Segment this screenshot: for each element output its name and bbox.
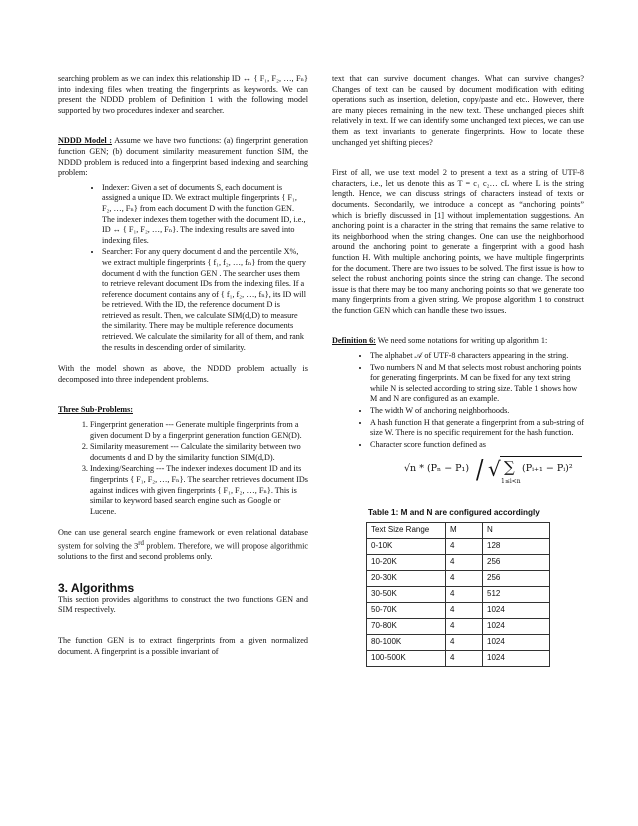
right-column (332, 74, 584, 667)
model-paragraph (58, 136, 308, 178)
model-text: Assume we have two functions: (a) fingerprint generation function GEN; (b) document similarity measurement function SIM, the NDDD problem is reduced into a fingerprint based indexing and searching problem: (58, 136, 308, 178)
anchoring-paragraph: First of all, we use text model 2 to present a text as a string of UTF-8 characters, i.e., let us denote this as T = c₁ c₂… cL where L is the string length. Hence, we can discuss strings of characters instead of texts or documents. Secondarily, we introduce a concept as “anchoring points” which is briefly discussed in [1] without implementation suggestions. An anchoring point is a character in the string that remains the same relative to its neighborhood when the string changes. One can use the neighborhood around the anchoring point to generate a fingerprint with a good hash function H. With multiple anchoring points, we have multiple fingerprints for the document. There are two issues to be solved. The first issue is how to select the robust anchoring points since the string can change. The second issue is that there may be too many anchoring points so that we generate too many fingerprints from a given string. We propose algorithm 1 to construct the function GEN which can handle these two issues. (332, 168, 584, 315)
decomposed-paragraph: With the model shown as above, the NDDD problem actually is decomposed into three independent problems. (58, 364, 308, 384)
left-column (58, 74, 308, 657)
list-item: 3. Indexing/Searching --- The indexer indexes document ID and its fingerprints { F₁, F₂, …, Fₙ}. The searcher retrieves document IDs against indices with given fingerprints { F₁, F₂, …, Fₙ}. This is similar to keyword based search engine such as Google or Lucene. (90, 464, 308, 517)
procedure-list (58, 183, 308, 354)
formula-sum-range: 1≤i<n (501, 478, 521, 486)
general-paragraph: One can use general search engine framework or even relational database system for solving the 3rd problem. Therefore, we will propose algorithmic solutions to the first and second problems only. (58, 528, 309, 562)
section-title: 3. Algorithms (58, 580, 135, 595)
section-text: This section provides algorithms to construct the two functions GEN and SIM respectively. (58, 594, 308, 615)
sub-problems-list (58, 420, 308, 517)
table-row: 70-80K 4 1024 (367, 619, 550, 635)
list-item: • Two numbers N and M that selects most robust anchoring points for generating fingerprints. M can be fixed for any text string while N is selected according to string size. Table 1 shows how M and N are configured as an example. (370, 363, 584, 405)
model-heading: NDDD Model : (58, 136, 113, 146)
invariant-paragraph: text that can survive document changes. What can survive changes? Changes of text can be caused by document modification with editing operations such as insertion, deletion, copy/paste and etc.. However, there are many pieces remaining in the new text. These unchanged pieces shift relatively in text. If we can identify some unchanged text pieces, we can use them as text invariants to generate fingerprints. How to locate these unchanged yet shifting pieces? (332, 74, 584, 147)
table-header-cell: Text Size Range (367, 523, 446, 539)
definition-heading: Definition 6: (332, 336, 376, 346)
list-item: • The alphabet 𝒜 of UTF-8 characters appearing in the string. (370, 351, 584, 362)
table-row: 0-10K 4 128 (367, 539, 550, 555)
formula-numerator: √n * (Pₙ − P₁) (404, 463, 470, 475)
sub-problems-heading: Three Sub-Problems: (58, 405, 133, 415)
formula-denominator: (Pᵢ₊₁ − Pᵢ)² (522, 463, 573, 475)
list-item: • The width W of anchoring neighborhoods. (370, 406, 584, 417)
table-row: 20-30K 4 256 (367, 571, 550, 587)
score-formula: √n * (Pₙ − P₁) / √ ∑ 1≤i<n (Pᵢ₊₁ − Pᵢ)² (404, 456, 584, 490)
list-item: • Searcher: For any query document d and the percentile X%, we extract multiple fingerprints { f₁, f₂, …, fₙ} from the query document d with the function GEN . The searcher uses them to retrieve relevant document IDs from the indexing files. If a reference document contains any of { f₁, f₂, …, fₙ}, its ID will be retrieved. With the ID, the reference document D is retrieved as result. Then, we calculate SIM(d,D) to measure the similarity. There may be multiple reference documents retrieved. We calculate the similarity for all of them, and rank the results in descending order of similarity. (102, 247, 308, 353)
table-row: 30-50K 4 512 (367, 587, 550, 603)
notation-list (332, 351, 584, 450)
formula-sum: ∑ (504, 458, 515, 477)
gen-paragraph: The function GEN is to extract fingerprints from a given normalized document. A fingerprint is a possible invariant of (58, 636, 308, 656)
table-header-cell: N (483, 523, 550, 539)
table-caption: Table 1: M and N are configured accordingly (368, 508, 540, 518)
intro-paragraph: searching problem as we can index this relationship ID ↔ { F₁, F₂, …, Fₙ} into indexing files when treating the fingerprints as keywords. We can present the NDDD problem of Definition 1 with the following model supported by two procedures indexer and searcher. (58, 74, 308, 115)
definition-paragraph: Definition 6: We need some notations for writing up algorithm 1: (332, 336, 548, 346)
table-row: 80-100K 4 1024 (367, 635, 550, 651)
config-table (366, 522, 550, 667)
table-header-cell: M (446, 523, 483, 539)
list-item: 1. Fingerprint generation --- Generate multiple fingerprints from a given document D by a fingerprint generation function GEN(D). (90, 420, 308, 441)
table-row: 10-20K 4 256 (367, 555, 550, 571)
list-item: 2. Similarity measurement --- Calculate the similarity between two documents d and D by the similarity function SIM(d,D). (90, 442, 308, 463)
table-row: 50-70K 4 1024 (367, 603, 550, 619)
table-header-row (367, 523, 550, 539)
list-item: • Character score function defined as (370, 440, 584, 451)
table-row: 100-500K 4 1024 (367, 651, 550, 667)
list-item: • Indexer: Given a set of documents S, each document is assigned a unique ID. We extract multiple fingerprints { F₁, F₂, …, Fₙ} from each document D with the function GEN. The indexer indexes them together with the document ID, i.e., ID ↔ { F₁, F₂, …, Fₙ}. The indexing results are saved into indexing files. (102, 183, 308, 247)
list-item: • A hash function H that generate a fingerprint from a sub-string of size W. There is no specific requirement for the hash function. (370, 418, 584, 439)
